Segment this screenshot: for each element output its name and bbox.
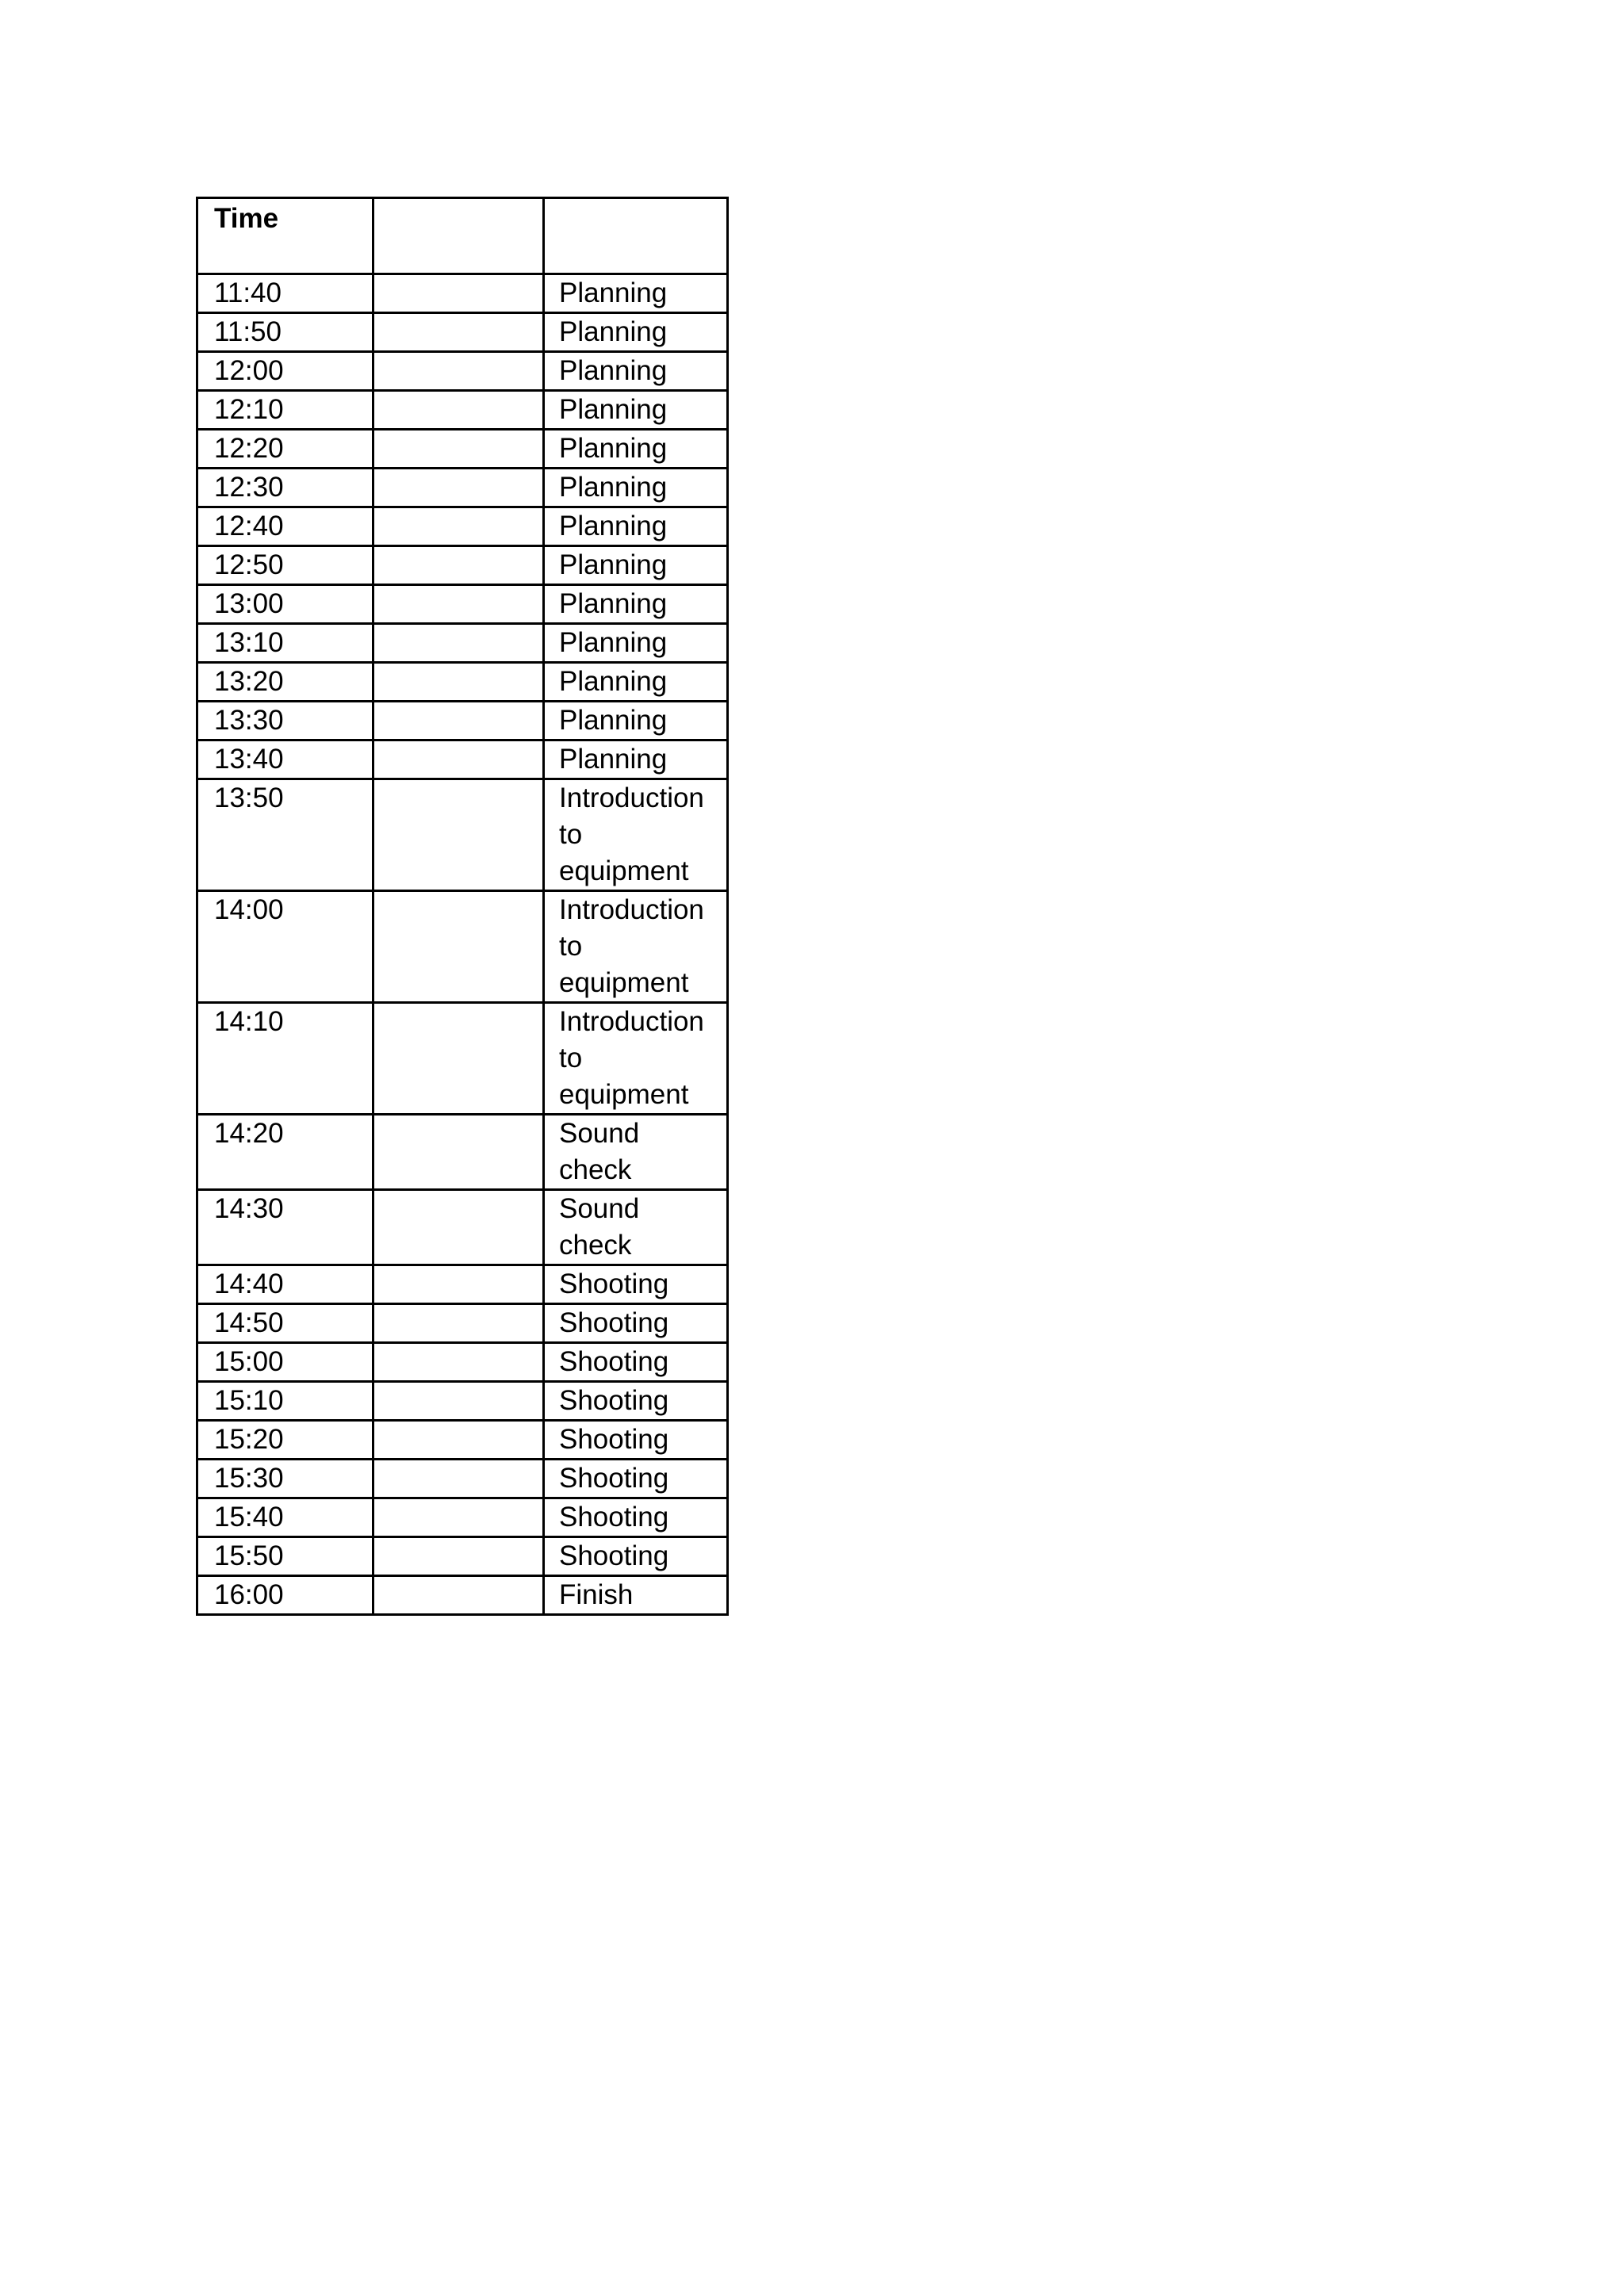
activity-cell: Introduction to equipment bbox=[544, 779, 728, 891]
activity-cell: Planning bbox=[544, 352, 728, 391]
time-cell: 13:10 bbox=[197, 624, 373, 663]
activity-cell: Shooting bbox=[544, 1421, 728, 1460]
time-cell: 14:00 bbox=[197, 891, 373, 1003]
time-cell: 12:00 bbox=[197, 352, 373, 391]
table-row bbox=[197, 1190, 728, 1265]
time-cell: 15:20 bbox=[197, 1421, 373, 1460]
table-row bbox=[197, 352, 728, 391]
table-header bbox=[197, 198, 728, 274]
empty-cell bbox=[373, 1382, 544, 1421]
empty-cell bbox=[373, 1190, 544, 1265]
empty-cell bbox=[373, 1537, 544, 1576]
activity-cell: Planning bbox=[544, 430, 728, 469]
table-row bbox=[197, 1003, 728, 1115]
activity-cell: Introduction to equipment bbox=[544, 1003, 728, 1115]
activity-cell: Planning bbox=[544, 469, 728, 507]
empty-cell bbox=[373, 1265, 544, 1304]
activity-cell: Shooting bbox=[544, 1382, 728, 1421]
schedule-table bbox=[196, 197, 729, 1616]
time-cell: 12:40 bbox=[197, 507, 373, 546]
activity-cell: Shooting bbox=[544, 1265, 728, 1304]
table-row bbox=[197, 624, 728, 663]
table-row bbox=[197, 1343, 728, 1382]
table-row bbox=[197, 1537, 728, 1576]
time-cell: 14:40 bbox=[197, 1265, 373, 1304]
time-cell: 14:30 bbox=[197, 1190, 373, 1265]
table-row bbox=[197, 274, 728, 313]
activity-cell: Finish bbox=[544, 1576, 728, 1615]
table-row bbox=[197, 1115, 728, 1190]
empty-cell bbox=[373, 1576, 544, 1615]
time-cell: 15:50 bbox=[197, 1537, 373, 1576]
table-row bbox=[197, 779, 728, 891]
empty-cell bbox=[373, 702, 544, 740]
activity-cell: Planning bbox=[544, 507, 728, 546]
empty-cell bbox=[373, 779, 544, 891]
empty-cell bbox=[373, 1498, 544, 1537]
activity-cell: Planning bbox=[544, 740, 728, 779]
table-row bbox=[197, 507, 728, 546]
table-row bbox=[197, 1382, 728, 1421]
activity-cell: Planning bbox=[544, 391, 728, 430]
time-cell: 11:50 bbox=[197, 313, 373, 352]
empty-cell bbox=[373, 546, 544, 585]
activity-cell: Sound check bbox=[544, 1190, 728, 1265]
empty-cell bbox=[373, 1304, 544, 1343]
activity-cell: Shooting bbox=[544, 1460, 728, 1498]
activity-cell: Shooting bbox=[544, 1343, 728, 1382]
empty-cell bbox=[373, 585, 544, 624]
empty-cell bbox=[373, 663, 544, 702]
time-cell: 15:30 bbox=[197, 1460, 373, 1498]
time-cell: 15:00 bbox=[197, 1343, 373, 1382]
table-row bbox=[197, 663, 728, 702]
time-cell: 13:00 bbox=[197, 585, 373, 624]
empty-cell bbox=[373, 469, 544, 507]
time-cell: 16:00 bbox=[197, 1576, 373, 1615]
time-cell: 13:20 bbox=[197, 663, 373, 702]
activity-cell: Introduction to equipment bbox=[544, 891, 728, 1003]
table-body bbox=[197, 274, 728, 1615]
empty-cell bbox=[373, 1421, 544, 1460]
activity-cell: Shooting bbox=[544, 1498, 728, 1537]
empty-cell bbox=[373, 313, 544, 352]
empty-cell bbox=[373, 891, 544, 1003]
table-row bbox=[197, 702, 728, 740]
empty-cell bbox=[373, 391, 544, 430]
table-row bbox=[197, 740, 728, 779]
time-cell: 15:40 bbox=[197, 1498, 373, 1537]
header-column-2 bbox=[373, 198, 544, 274]
time-cell: 13:50 bbox=[197, 779, 373, 891]
header-column-3 bbox=[544, 198, 728, 274]
empty-cell bbox=[373, 1460, 544, 1498]
time-cell: 13:30 bbox=[197, 702, 373, 740]
time-cell: 12:50 bbox=[197, 546, 373, 585]
table-row bbox=[197, 1265, 728, 1304]
header-time: Time bbox=[197, 198, 373, 274]
table-row bbox=[197, 469, 728, 507]
table-row bbox=[197, 1498, 728, 1537]
table-row bbox=[197, 313, 728, 352]
time-cell: 14:20 bbox=[197, 1115, 373, 1190]
empty-cell bbox=[373, 274, 544, 313]
activity-cell: Shooting bbox=[544, 1537, 728, 1576]
empty-cell bbox=[373, 430, 544, 469]
empty-cell bbox=[373, 1003, 544, 1115]
time-cell: 13:40 bbox=[197, 740, 373, 779]
table-row bbox=[197, 1576, 728, 1615]
activity-cell: Planning bbox=[544, 624, 728, 663]
empty-cell bbox=[373, 352, 544, 391]
activity-cell: Planning bbox=[544, 663, 728, 702]
activity-cell: Sound check bbox=[544, 1115, 728, 1190]
table-row bbox=[197, 1421, 728, 1460]
time-cell: 12:10 bbox=[197, 391, 373, 430]
activity-cell: Planning bbox=[544, 585, 728, 624]
time-cell: 14:10 bbox=[197, 1003, 373, 1115]
empty-cell bbox=[373, 624, 544, 663]
time-cell: 15:10 bbox=[197, 1382, 373, 1421]
table-row bbox=[197, 1304, 728, 1343]
table-row bbox=[197, 1460, 728, 1498]
activity-cell: Planning bbox=[544, 546, 728, 585]
empty-cell bbox=[373, 507, 544, 546]
activity-cell: Shooting bbox=[544, 1304, 728, 1343]
empty-cell bbox=[373, 1343, 544, 1382]
activity-cell: Planning bbox=[544, 702, 728, 740]
table-row bbox=[197, 430, 728, 469]
table-row bbox=[197, 546, 728, 585]
time-cell: 11:40 bbox=[197, 274, 373, 313]
table-row bbox=[197, 585, 728, 624]
time-cell: 12:30 bbox=[197, 469, 373, 507]
header-row bbox=[197, 198, 728, 274]
empty-cell bbox=[373, 1115, 544, 1190]
activity-cell: Planning bbox=[544, 313, 728, 352]
time-cell: 14:50 bbox=[197, 1304, 373, 1343]
activity-cell: Planning bbox=[544, 274, 728, 313]
table-row bbox=[197, 391, 728, 430]
time-cell: 12:20 bbox=[197, 430, 373, 469]
empty-cell bbox=[373, 740, 544, 779]
table-row bbox=[197, 891, 728, 1003]
